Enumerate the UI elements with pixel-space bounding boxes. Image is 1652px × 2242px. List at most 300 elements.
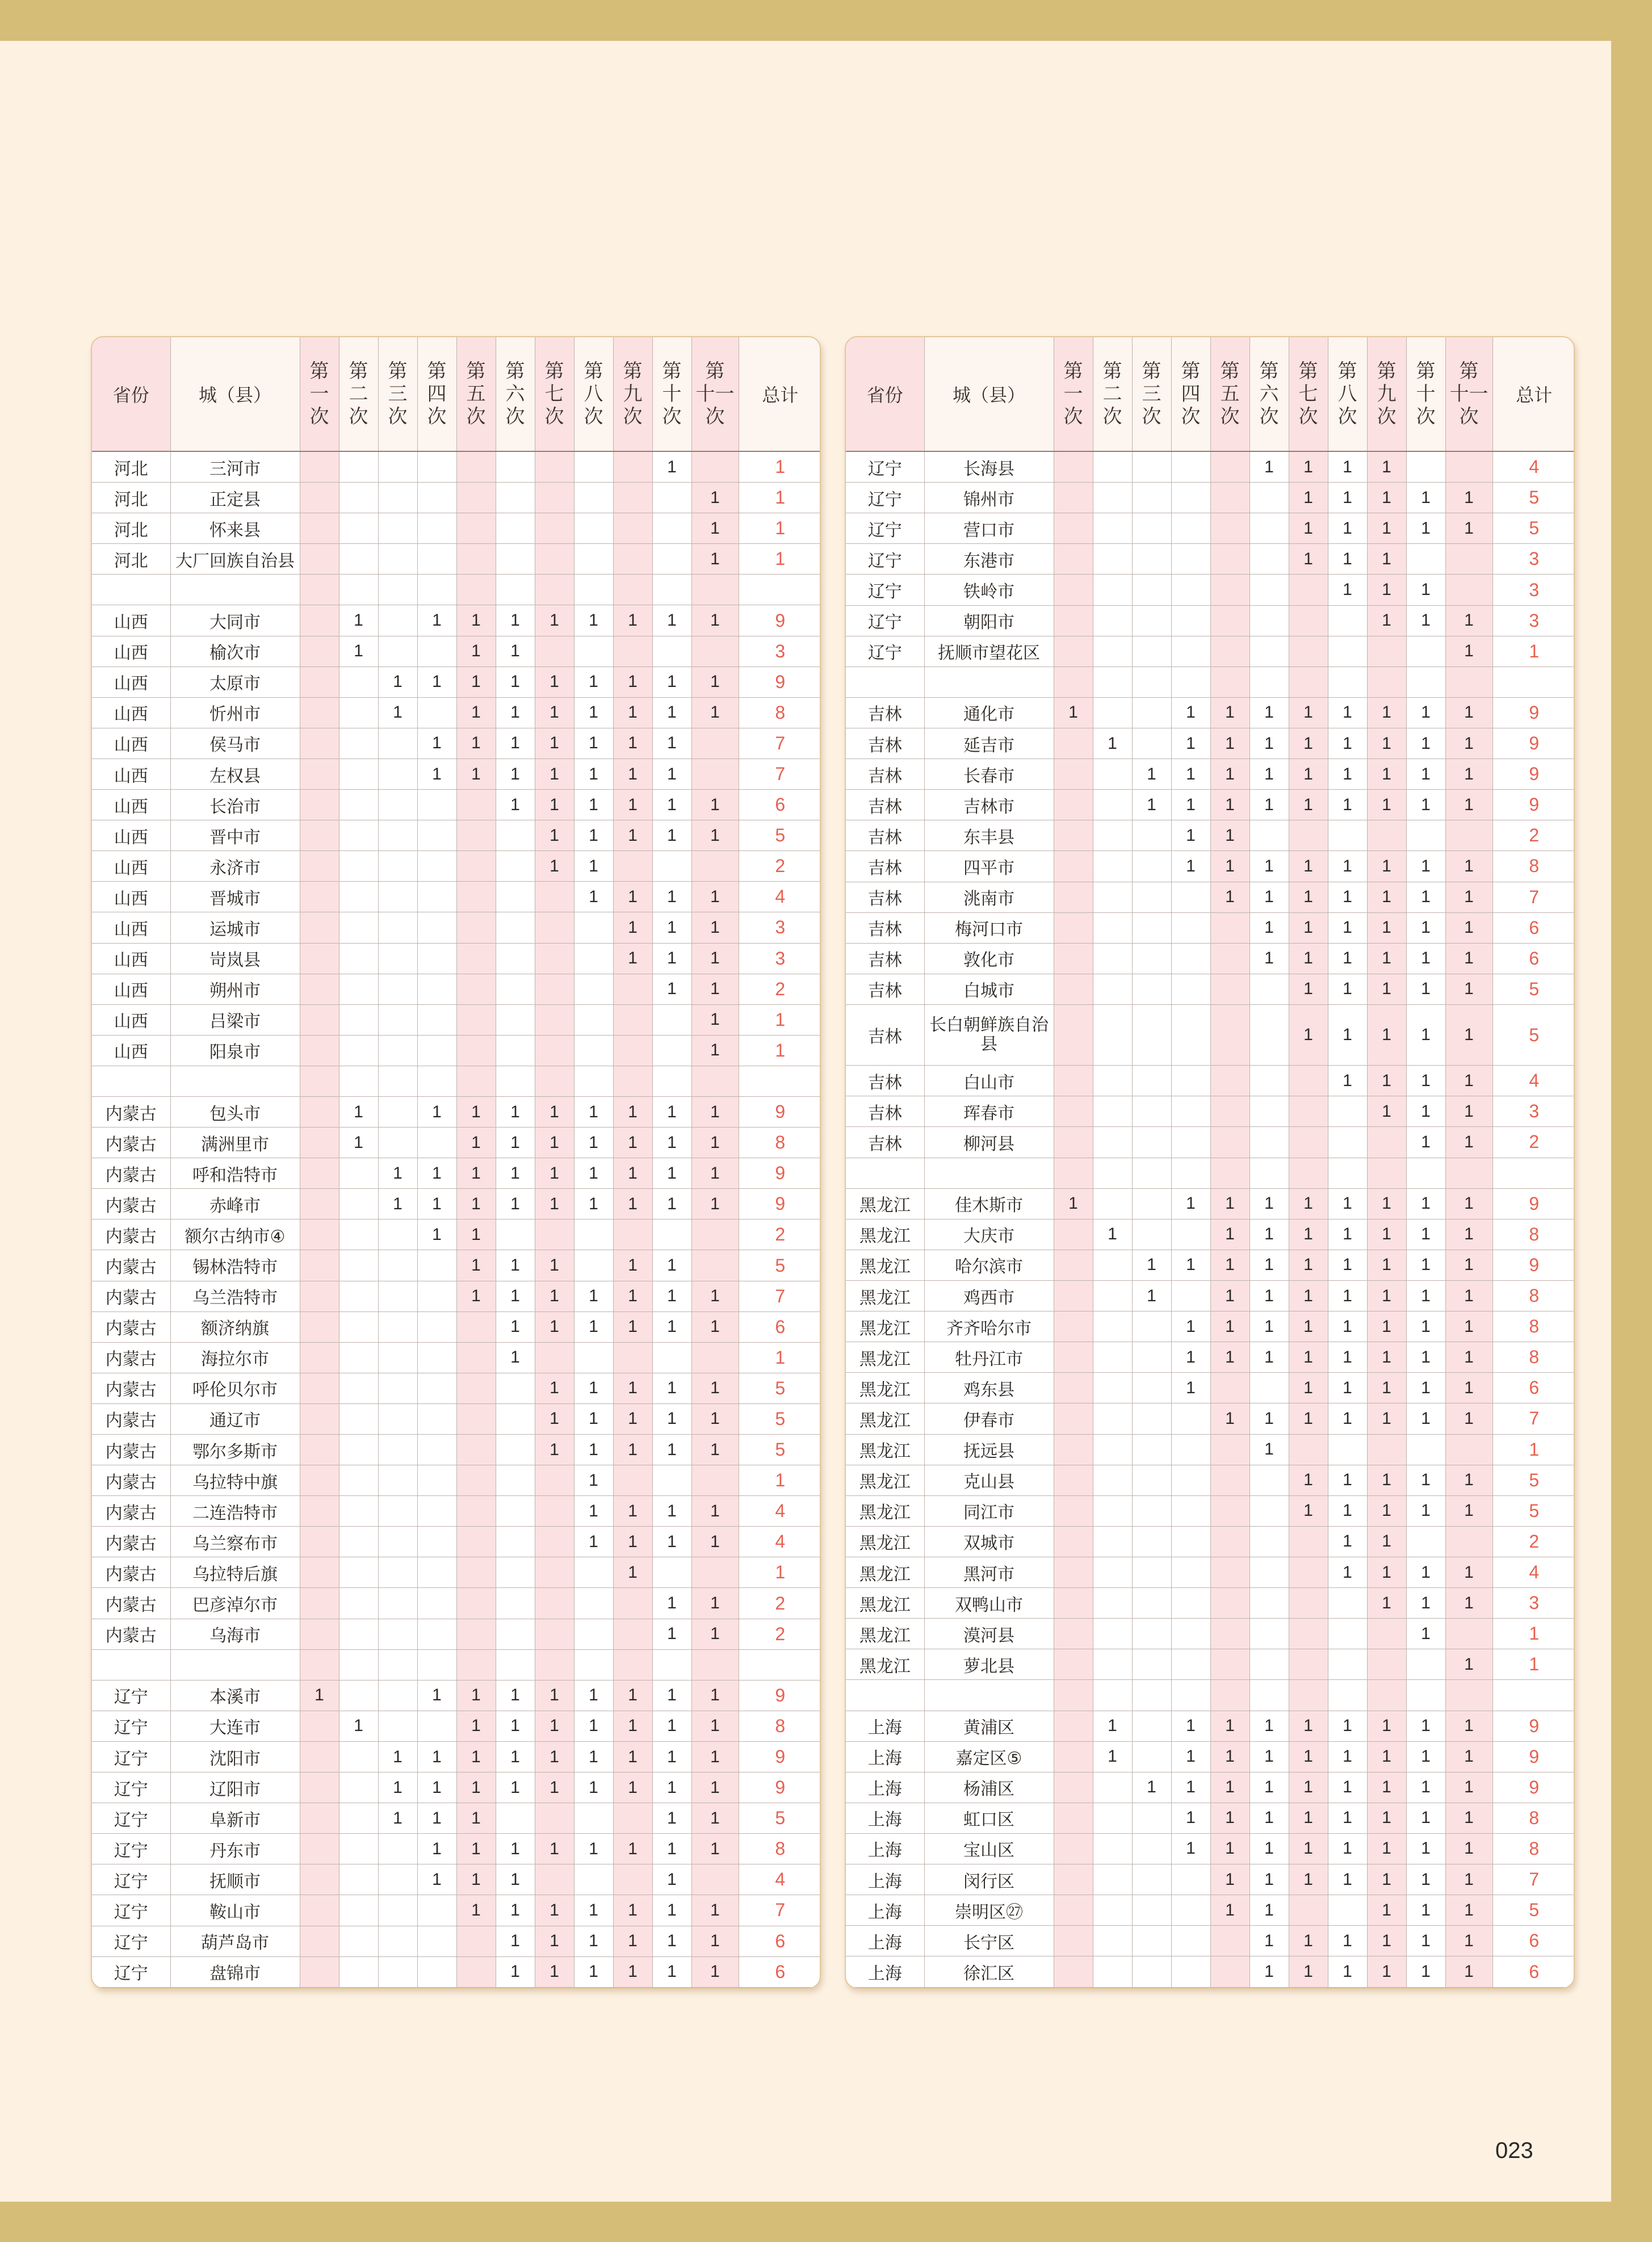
round-cell <box>1093 697 1132 728</box>
round-cell: 1 <box>1054 1188 1093 1219</box>
round-cell <box>1250 1495 1289 1526</box>
round-cell: 1 <box>1093 1711 1132 1741</box>
round-cell <box>535 1465 574 1496</box>
round-cell <box>1054 1926 1093 1956</box>
round-cell: 1 <box>1210 1403 1250 1434</box>
round-cell: 1 <box>691 697 739 728</box>
table-row <box>92 1373 821 1403</box>
round-cell: 1 <box>1445 1864 1492 1895</box>
round-cell <box>613 974 652 1004</box>
round-cell <box>378 790 417 820</box>
city-cell: 额尔古纳市④ <box>170 1220 300 1250</box>
round-cell <box>339 483 378 513</box>
spacer-row <box>92 1649 821 1680</box>
province-cell: 吉林 <box>846 1066 924 1096</box>
round-cell <box>417 1403 456 1434</box>
table-row <box>846 1649 1575 1680</box>
round-cell: 1 <box>1250 1403 1289 1434</box>
empty-cell <box>1492 1680 1575 1711</box>
round-cell <box>456 851 496 882</box>
round-cell <box>1406 636 1445 667</box>
round-cell <box>378 1864 417 1895</box>
total-cell: 5 <box>1492 1465 1575 1495</box>
round-cell <box>652 1004 691 1035</box>
round-cell <box>456 1004 496 1035</box>
round-cell <box>378 974 417 1004</box>
round-cell <box>535 636 574 667</box>
empty-cell <box>1210 667 1250 697</box>
round-cell <box>1210 1127 1250 1158</box>
round-cell <box>1054 1403 1093 1434</box>
round-cell: 1 <box>574 667 613 697</box>
city-cell: 怀来县 <box>170 513 300 544</box>
round-cell <box>300 1435 339 1465</box>
header-round: 第 七 次 <box>1289 337 1328 451</box>
total-cell: 1 <box>739 1342 821 1373</box>
total-cell: 8 <box>1492 1833 1575 1864</box>
round-cell: 1 <box>613 1311 652 1342</box>
total-cell: 9 <box>739 667 821 697</box>
round-cell <box>1289 1895 1328 1926</box>
round-cell: 1 <box>1210 759 1250 790</box>
round-cell: 1 <box>1289 1280 1328 1311</box>
round-cell <box>1250 575 1289 605</box>
round-cell <box>300 1619 339 1649</box>
round-cell <box>1328 1619 1367 1649</box>
round-cell <box>378 1096 417 1127</box>
header-row <box>92 337 821 451</box>
header-round: 第 八 次 <box>1328 337 1367 451</box>
city-cell: 长白朝鲜族自治县 <box>924 1004 1054 1065</box>
round-cell <box>1132 575 1171 605</box>
round-cell <box>1132 636 1171 667</box>
round-cell: 1 <box>691 1128 739 1158</box>
empty-cell <box>1367 1680 1406 1711</box>
round-cell: 1 <box>496 1281 535 1311</box>
city-cell: 大连市 <box>170 1711 300 1741</box>
round-cell <box>535 974 574 1004</box>
round-cell <box>339 851 378 882</box>
round-cell <box>339 1527 378 1557</box>
round-cell: 1 <box>574 1496 613 1527</box>
table-row <box>92 820 821 851</box>
round-cell: 1 <box>652 1741 691 1772</box>
round-cell: 1 <box>691 1373 739 1403</box>
round-cell: 1 <box>1367 1864 1406 1895</box>
province-cell: 上海 <box>846 1711 924 1741</box>
empty-cell <box>417 575 456 605</box>
round-cell <box>1210 451 1250 483</box>
round-cell: 1 <box>1406 912 1445 943</box>
header-round: 第 二 次 <box>1093 337 1132 451</box>
province-cell: 吉林 <box>846 790 924 820</box>
total-cell: 4 <box>739 882 821 912</box>
round-cell <box>496 882 535 912</box>
city-cell: 左权县 <box>170 758 300 789</box>
city-cell: 葫芦岛市 <box>170 1926 300 1956</box>
round-cell: 1 <box>1445 943 1492 974</box>
round-cell: 1 <box>652 790 691 820</box>
round-cell <box>300 1220 339 1250</box>
empty-cell <box>339 1066 378 1096</box>
round-cell: 1 <box>691 1895 739 1926</box>
total-cell: 6 <box>1492 1956 1575 1988</box>
round-cell <box>417 697 456 728</box>
round-cell: 1 <box>496 1158 535 1189</box>
city-cell: 徐汇区 <box>924 1956 1054 1988</box>
round-cell: 1 <box>1406 943 1445 974</box>
province-cell: 辽宁 <box>846 544 924 575</box>
round-cell <box>1054 1311 1093 1342</box>
round-cell <box>1054 513 1093 544</box>
round-cell: 1 <box>496 1895 535 1926</box>
round-cell: 1 <box>535 1711 574 1741</box>
round-cell <box>1054 1956 1093 1988</box>
table-row <box>92 451 821 483</box>
round-cell <box>1210 1649 1250 1680</box>
round-cell: 1 <box>613 820 652 851</box>
round-cell: 1 <box>574 605 613 636</box>
round-cell <box>1171 1926 1210 1956</box>
round-cell <box>1093 1649 1132 1680</box>
round-cell: 1 <box>652 1435 691 1465</box>
header-round: 第 八 次 <box>574 337 613 451</box>
empty-cell <box>691 575 739 605</box>
table-row <box>846 820 1575 851</box>
round-cell <box>300 544 339 575</box>
province-cell: 黑龙江 <box>846 1434 924 1465</box>
round-cell: 1 <box>339 605 378 636</box>
round-cell <box>1054 943 1093 974</box>
total-cell: 8 <box>739 1834 821 1864</box>
round-cell <box>378 1588 417 1619</box>
table-row <box>92 1311 821 1342</box>
total-cell: 5 <box>1492 483 1575 513</box>
round-cell <box>1093 1926 1132 1956</box>
city-cell: 齐齐哈尔市 <box>924 1311 1054 1342</box>
province-cell: 内蒙古 <box>92 1128 170 1158</box>
city-cell: 大同市 <box>170 605 300 636</box>
round-cell: 1 <box>652 697 691 728</box>
round-cell <box>339 1557 378 1588</box>
round-cell <box>535 513 574 544</box>
round-cell <box>613 544 652 575</box>
round-cell <box>574 1588 613 1619</box>
total-cell: 3 <box>1492 575 1575 605</box>
header-round: 第 十 次 <box>652 337 691 451</box>
round-cell: 1 <box>1328 544 1367 575</box>
round-cell <box>339 1281 378 1311</box>
round-cell <box>574 1803 613 1834</box>
province-cell: 内蒙古 <box>92 1619 170 1649</box>
round-cell <box>456 1342 496 1373</box>
round-cell <box>652 513 691 544</box>
total-cell: 7 <box>739 758 821 789</box>
empty-cell <box>300 1649 339 1680</box>
province-cell: 山西 <box>92 943 170 974</box>
round-cell <box>339 912 378 943</box>
round-cell <box>1093 575 1132 605</box>
round-cell: 1 <box>1406 974 1445 1004</box>
spacer-row <box>92 1066 821 1096</box>
round-cell: 1 <box>1406 1004 1445 1065</box>
round-cell: 1 <box>1328 882 1367 912</box>
round-cell: 1 <box>1250 1434 1289 1465</box>
city-cell: 大庆市 <box>924 1219 1054 1250</box>
round-cell <box>691 758 739 789</box>
round-cell <box>300 1895 339 1926</box>
round-cell: 1 <box>613 912 652 943</box>
round-cell <box>1171 1619 1210 1649</box>
round-cell <box>339 790 378 820</box>
round-cell: 1 <box>1445 605 1492 636</box>
round-cell <box>1250 1004 1289 1065</box>
empty-cell <box>300 575 339 605</box>
empty-cell <box>1132 1158 1171 1188</box>
round-cell: 1 <box>691 513 739 544</box>
table-row <box>846 790 1575 820</box>
round-cell <box>456 820 496 851</box>
round-cell <box>1093 636 1132 667</box>
round-cell: 1 <box>1250 1895 1289 1926</box>
spacer-row <box>846 1158 1575 1188</box>
round-cell <box>691 1557 739 1588</box>
round-cell: 1 <box>1250 1711 1289 1741</box>
total-cell: 8 <box>1492 1219 1575 1250</box>
round-cell: 1 <box>1367 1004 1406 1065</box>
round-cell: 1 <box>652 1680 691 1711</box>
round-cell: 1 <box>1367 851 1406 882</box>
round-cell: 1 <box>339 1128 378 1158</box>
round-cell: 1 <box>1406 1403 1445 1434</box>
round-cell: 1 <box>535 1250 574 1281</box>
empty-cell <box>691 1066 739 1096</box>
header-total: 总计 <box>739 337 821 451</box>
round-cell <box>1054 544 1093 575</box>
round-cell: 1 <box>613 1496 652 1527</box>
round-cell <box>1054 605 1093 636</box>
round-cell: 1 <box>1367 790 1406 820</box>
round-cell: 1 <box>1289 1004 1328 1065</box>
round-cell <box>1367 1127 1406 1158</box>
round-cell <box>1132 1833 1171 1864</box>
round-cell <box>613 1004 652 1035</box>
round-cell <box>417 1250 456 1281</box>
round-cell <box>1054 575 1093 605</box>
total-cell: 6 <box>1492 1373 1575 1403</box>
round-cell <box>1250 1588 1289 1619</box>
round-cell <box>339 1403 378 1434</box>
round-cell <box>1093 759 1132 790</box>
city-cell: 东丰县 <box>924 820 1054 851</box>
total-cell: 7 <box>1492 882 1575 912</box>
header-round: 第 六 次 <box>496 337 535 451</box>
table-row <box>92 1128 821 1158</box>
total-cell: 1 <box>739 483 821 513</box>
round-cell <box>300 605 339 636</box>
empty-cell <box>339 1649 378 1680</box>
province-cell: 山西 <box>92 636 170 667</box>
province-cell: 上海 <box>846 1926 924 1956</box>
round-cell <box>300 1128 339 1158</box>
round-cell: 1 <box>1367 1803 1406 1833</box>
round-cell <box>378 483 417 513</box>
province-cell: 内蒙古 <box>92 1220 170 1250</box>
round-cell: 1 <box>1406 575 1445 605</box>
city-cell: 长海县 <box>924 451 1054 483</box>
round-cell <box>1171 1526 1210 1557</box>
table-row <box>846 1526 1575 1557</box>
table-row <box>92 1158 821 1189</box>
round-cell: 1 <box>1289 1188 1328 1219</box>
table-row <box>92 1281 821 1311</box>
round-cell <box>652 1220 691 1250</box>
round-cell: 1 <box>1406 728 1445 759</box>
round-cell: 1 <box>652 1711 691 1741</box>
empty-cell <box>1093 1158 1132 1188</box>
round-cell: 1 <box>1289 1741 1328 1772</box>
round-cell <box>1093 605 1132 636</box>
round-cell <box>652 1342 691 1373</box>
round-cell: 1 <box>652 1403 691 1434</box>
round-cell: 1 <box>339 1096 378 1127</box>
round-cell: 1 <box>691 1035 739 1066</box>
round-cell: 1 <box>574 697 613 728</box>
total-cell: 2 <box>739 1220 821 1250</box>
round-cell: 1 <box>496 667 535 697</box>
table-row <box>846 1588 1575 1619</box>
round-cell: 1 <box>1406 1311 1445 1342</box>
round-cell <box>1054 974 1093 1004</box>
round-cell: 1 <box>1328 1741 1367 1772</box>
round-cell: 1 <box>574 1680 613 1711</box>
round-cell <box>417 1311 456 1342</box>
round-cell <box>496 1496 535 1527</box>
round-cell <box>417 544 456 575</box>
total-cell: 1 <box>739 513 821 544</box>
province-cell: 内蒙古 <box>92 1281 170 1311</box>
round-cell <box>300 943 339 974</box>
round-cell: 1 <box>417 1189 456 1220</box>
round-cell: 1 <box>339 636 378 667</box>
empty-cell <box>535 1066 574 1096</box>
round-cell: 1 <box>1367 1465 1406 1495</box>
header-round: 第 一 次 <box>1054 337 1093 451</box>
round-cell <box>1210 1004 1250 1065</box>
city-cell: 闵行区 <box>924 1864 1054 1895</box>
table-row <box>92 1465 821 1496</box>
round-cell: 1 <box>1406 513 1445 544</box>
table-row <box>92 728 821 758</box>
empty-cell <box>924 1680 1054 1711</box>
empty-cell <box>170 1649 300 1680</box>
round-cell: 1 <box>613 1527 652 1557</box>
province-cell: 辽宁 <box>846 483 924 513</box>
round-cell: 1 <box>417 1834 456 1864</box>
round-cell: 1 <box>417 1772 456 1803</box>
round-cell: 1 <box>1367 1066 1406 1096</box>
round-cell: 1 <box>1367 575 1406 605</box>
round-cell <box>378 943 417 974</box>
city-cell: 运城市 <box>170 912 300 943</box>
round-cell: 1 <box>652 1588 691 1619</box>
round-cell <box>652 851 691 882</box>
round-cell: 1 <box>1132 1250 1171 1280</box>
header-round: 第 十一 次 <box>691 337 739 451</box>
province-cell: 吉林 <box>846 820 924 851</box>
round-cell <box>1054 851 1093 882</box>
round-cell: 1 <box>378 1158 417 1189</box>
round-cell: 1 <box>691 1403 739 1434</box>
empty-cell <box>1093 667 1132 697</box>
round-cell: 1 <box>1367 1096 1406 1127</box>
total-cell: 8 <box>1492 1803 1575 1833</box>
round-cell: 1 <box>1367 1772 1406 1803</box>
table-row <box>846 1434 1575 1465</box>
round-cell: 1 <box>1367 483 1406 513</box>
round-cell <box>1093 1526 1132 1557</box>
round-cell: 1 <box>1328 1772 1367 1803</box>
round-cell <box>1093 912 1132 943</box>
round-cell <box>339 758 378 789</box>
round-cell: 1 <box>1328 1956 1367 1988</box>
round-cell: 1 <box>574 1189 613 1220</box>
province-cell: 辽宁 <box>92 1741 170 1772</box>
round-cell: 1 <box>535 1956 574 1987</box>
city-cell: 呼和浩特市 <box>170 1158 300 1189</box>
empty-cell <box>691 1649 739 1680</box>
round-cell <box>300 1496 339 1527</box>
empty-cell <box>1445 667 1492 697</box>
city-cell: 柳河县 <box>924 1127 1054 1158</box>
round-cell: 1 <box>652 1281 691 1311</box>
round-cell <box>1250 636 1289 667</box>
province-cell: 内蒙古 <box>92 1311 170 1342</box>
province-cell: 辽宁 <box>92 1956 170 1987</box>
round-cell <box>535 1220 574 1250</box>
province-cell: 河北 <box>92 544 170 575</box>
round-cell: 1 <box>1367 1741 1406 1772</box>
province-cell: 内蒙古 <box>92 1373 170 1403</box>
round-cell <box>1132 1895 1171 1926</box>
round-cell: 1 <box>652 820 691 851</box>
total-cell: 9 <box>1492 1711 1575 1741</box>
round-cell <box>691 636 739 667</box>
round-cell: 1 <box>1250 943 1289 974</box>
round-cell: 1 <box>535 1680 574 1711</box>
round-cell: 1 <box>1406 1188 1445 1219</box>
round-cell <box>1367 1434 1406 1465</box>
table-row <box>846 759 1575 790</box>
total-cell: 9 <box>1492 1772 1575 1803</box>
round-cell <box>1093 1956 1132 1988</box>
empty-cell <box>417 1649 456 1680</box>
spacer-row <box>846 667 1575 697</box>
spacer-row <box>846 1680 1575 1711</box>
round-cell: 1 <box>574 728 613 758</box>
round-cell <box>378 1435 417 1465</box>
round-cell: 1 <box>535 1741 574 1772</box>
round-cell <box>496 820 535 851</box>
round-cell <box>1210 1588 1250 1619</box>
round-cell <box>1132 1526 1171 1557</box>
round-cell: 1 <box>1289 697 1328 728</box>
table-row <box>92 697 821 728</box>
round-cell <box>300 1834 339 1864</box>
province-cell: 黑龙江 <box>846 1280 924 1311</box>
round-cell <box>300 790 339 820</box>
round-cell <box>574 943 613 974</box>
